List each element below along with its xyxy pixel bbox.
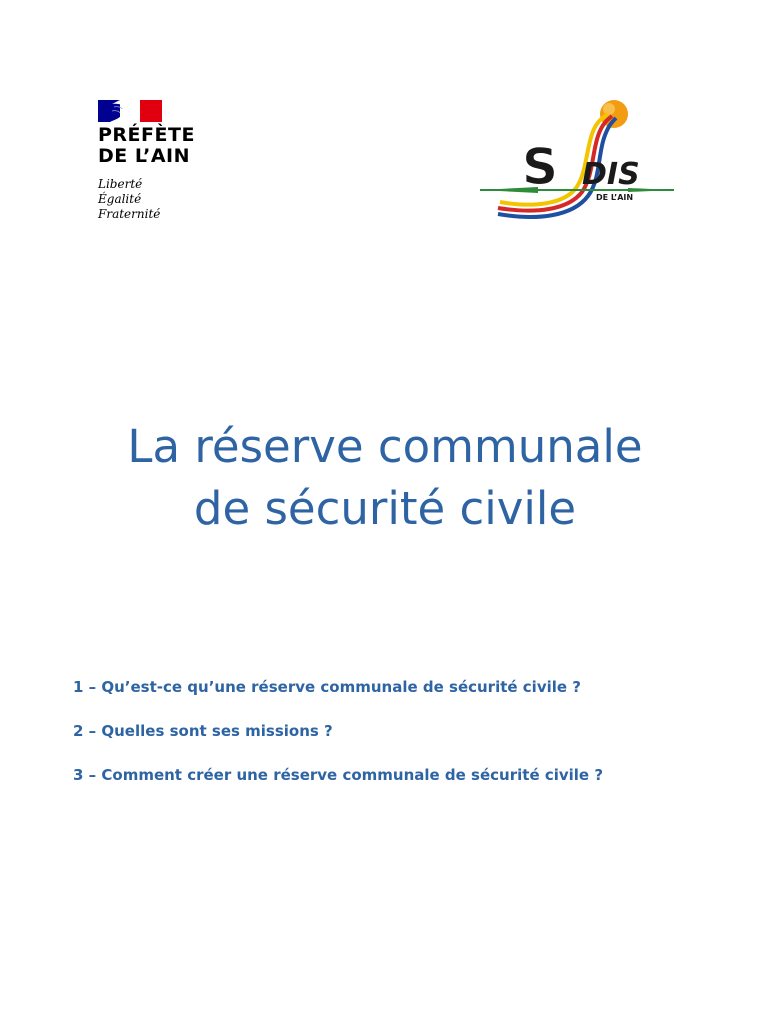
toc-item-1: 1 – Qu’est-ce qu’une réserve communale de sécurité civile ?: [73, 678, 581, 696]
toc-item-3: 3 – Comment créer une réserve communale de sécurité civile ?: [73, 766, 604, 784]
motto-liberte: Liberté: [98, 177, 143, 191]
prefecture-logo: [98, 100, 238, 222]
sdis-logo: [478, 96, 678, 226]
sdis-letters-dis: DIS: [582, 157, 640, 192]
table-of-contents: [73, 677, 753, 809]
sdis-subtitle: DE L’AIN: [596, 193, 634, 202]
title-line-2: de sécurité civile: [193, 482, 577, 535]
motto-fraternite: Fraternité: [98, 207, 161, 221]
republic-motto: [98, 177, 238, 222]
marianne-flag-icon: [98, 100, 162, 122]
title-line-1: La réserve communale: [127, 420, 643, 473]
toc-item-2: 2 – Quelles sont ses missions ?: [73, 722, 333, 740]
sdis-letter-s: S: [522, 138, 559, 196]
motto-egalite: Égalité: [98, 192, 142, 206]
document-title: [0, 416, 770, 540]
prefecture-name: PRÉFÈTE DE L’AIN: [98, 124, 195, 167]
